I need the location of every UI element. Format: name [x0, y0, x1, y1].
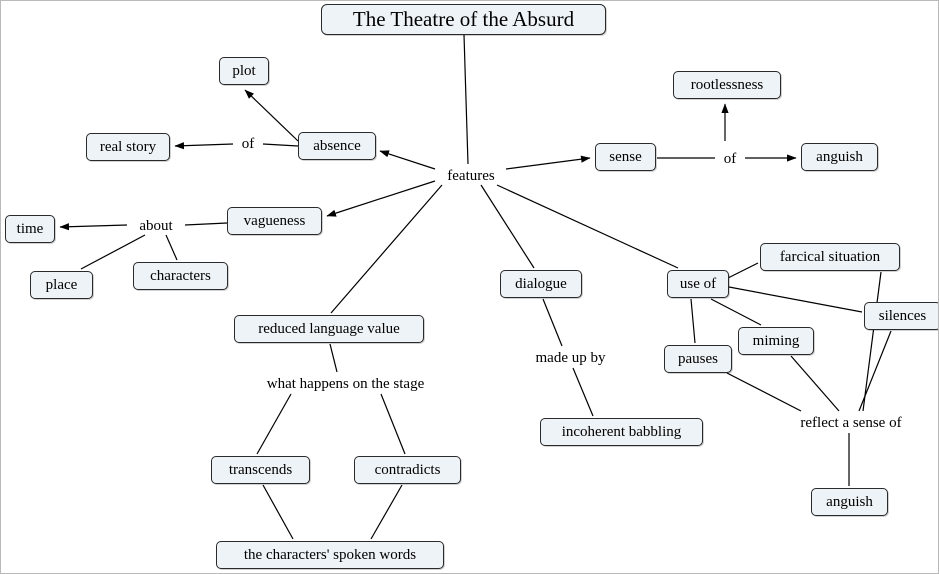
node-dialogue[interactable]: dialogue	[500, 270, 582, 298]
edge-farcical-to-reflect	[863, 272, 881, 411]
link-label-reflect[interactable]: reflect a sense of	[800, 414, 902, 431]
link-label-madeupby[interactable]: made up by	[535, 349, 606, 366]
edge-features-to-reduced	[331, 185, 442, 313]
edge-features-to-vagueness	[327, 181, 435, 216]
node-vagueness[interactable]: vagueness	[227, 207, 322, 235]
node-miming[interactable]: miming	[738, 327, 814, 355]
edge-transcends-to-spokenwords	[263, 485, 293, 539]
node-characters[interactable]: characters	[133, 262, 228, 290]
node-anguish1[interactable]: anguish	[801, 143, 878, 171]
edge-reduced-to-whathappens	[330, 344, 337, 372]
node-sense[interactable]: sense	[595, 143, 656, 171]
link-label-whathappens[interactable]: what happens on the stage	[266, 375, 425, 392]
node-babbling[interactable]: incoherent babbling	[540, 418, 703, 446]
edge-features-to-absence	[380, 151, 435, 169]
node-spokenwords[interactable]: the characters' spoken words	[216, 541, 444, 569]
edge-title-to-features	[464, 35, 468, 164]
node-plot[interactable]: plot	[219, 57, 269, 85]
edge-contradicts-to-spokenwords	[371, 485, 402, 539]
edge-whathappens-to-transcends	[257, 394, 291, 454]
edge-miming-to-reflect	[791, 356, 839, 411]
node-realstory[interactable]: real story	[86, 133, 170, 161]
edge-useof-to-pauses	[691, 299, 695, 343]
edge-features-to-sense	[506, 158, 590, 169]
node-transcends[interactable]: transcends	[211, 456, 310, 484]
edge-vagueness-to-about	[185, 223, 227, 225]
node-title[interactable]: The Theatre of the Absurd	[321, 4, 606, 35]
link-label-features[interactable]: features	[447, 167, 495, 184]
edge-absence-to-of1	[263, 144, 298, 146]
node-time[interactable]: time	[5, 215, 55, 243]
edge-useof-to-miming	[711, 299, 761, 325]
edge-about-to-characters	[166, 235, 177, 260]
edge-dialogue-to-madeupby	[543, 299, 562, 346]
node-farcical[interactable]: farcical situation	[760, 243, 900, 271]
edge-madeupby-to-babbling	[573, 368, 593, 416]
node-useof[interactable]: use of	[667, 270, 729, 298]
node-contradicts[interactable]: contradicts	[354, 456, 461, 484]
edge-whathappens-to-contradicts	[381, 394, 405, 454]
edge-useof-to-farcical	[728, 263, 758, 278]
link-label-about[interactable]: about	[139, 217, 173, 234]
edge-useof-to-silences	[729, 287, 862, 312]
edge-pauses-to-reflect	[727, 373, 801, 411]
node-rootlessness[interactable]: rootlessness	[673, 71, 781, 99]
link-label-of1[interactable]: of	[241, 135, 255, 152]
node-pauses[interactable]: pauses	[664, 345, 732, 373]
edge-silences-to-reflect	[859, 331, 891, 411]
edge-features-to-useof	[497, 185, 678, 268]
node-reduced[interactable]: reduced language value	[234, 315, 424, 343]
node-silences[interactable]: silences	[864, 302, 939, 330]
edge-features-to-dialogue	[481, 185, 534, 268]
node-absence[interactable]: absence	[298, 132, 376, 160]
node-anguish2[interactable]: anguish	[811, 488, 888, 516]
edge-of1-to-realstory	[175, 144, 233, 146]
node-place[interactable]: place	[30, 271, 93, 299]
link-label-of2[interactable]: of	[723, 150, 737, 167]
edge-about-to-time	[60, 225, 127, 227]
